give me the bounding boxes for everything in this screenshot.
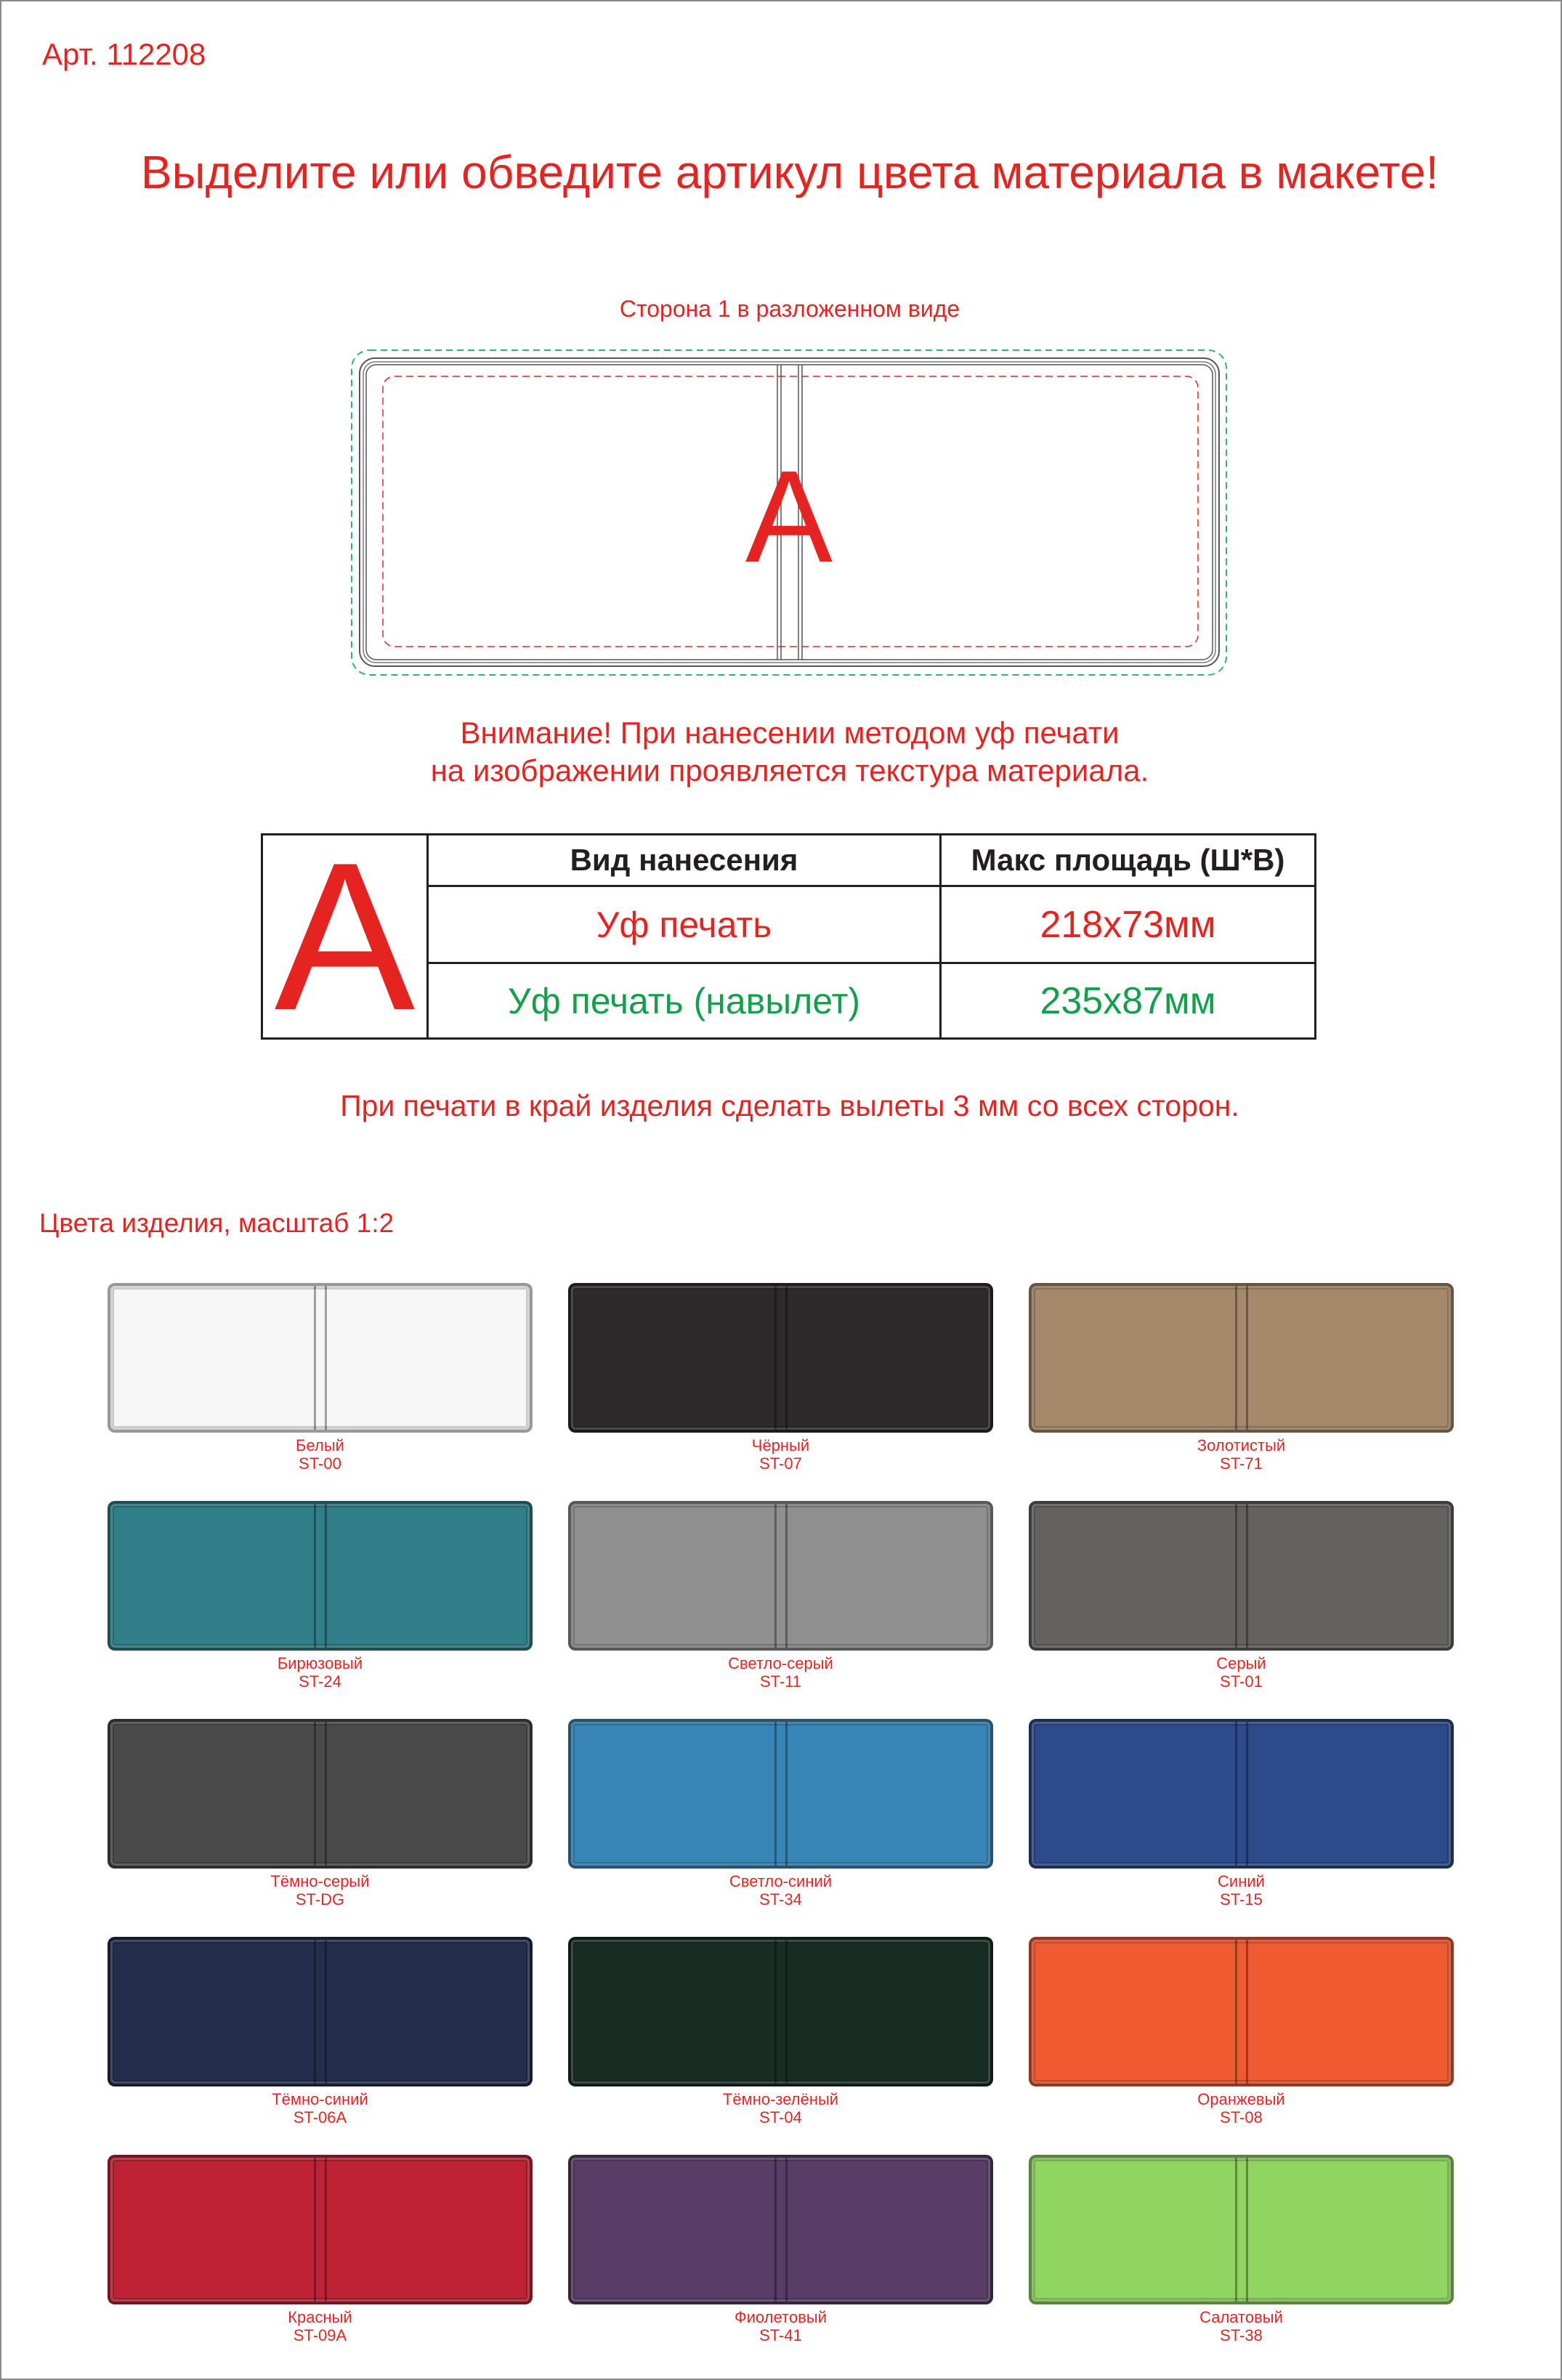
swatch-card — [108, 2155, 533, 2304]
swatch-name: Красный — [288, 2308, 352, 2326]
swatch-code: ST-34 — [759, 1890, 802, 1909]
swatch-spine — [774, 1504, 788, 1648]
unfolded-layout-diagram — [351, 349, 1227, 676]
header-max-area: Макс площадь (Ш*В) — [942, 835, 1314, 885]
swatch-code: ST-71 — [1220, 1454, 1263, 1473]
swatch-code: ST-06A — [293, 2108, 347, 2126]
swatch-spine — [774, 1940, 788, 2084]
swatch-spine — [1235, 1504, 1248, 1648]
swatch-code: ST-11 — [759, 1672, 802, 1691]
swatch-red — [108, 2155, 533, 2373]
swatch-name: Светло-синий — [729, 1872, 833, 1890]
swatch-name: Тёмно-серый — [270, 1872, 370, 1890]
swatch-spine — [1235, 1286, 1248, 1430]
row-uv-bleed-size: 235х87мм — [942, 964, 1314, 1037]
swatch-blue — [1029, 1719, 1454, 1937]
swatch-code: ST-09A — [293, 2326, 347, 2344]
swatch-name: Золотистый — [1197, 1436, 1286, 1454]
swatch-code: ST-00 — [299, 1454, 341, 1473]
swatch-name: Тёмно-синий — [272, 2090, 368, 2108]
print-area-table — [261, 833, 1316, 1040]
swatch-code: ST-DG — [295, 1890, 345, 1909]
swatch-spine — [774, 2158, 788, 2302]
swatch-spine — [314, 1504, 327, 1648]
swatch-card — [1029, 1283, 1454, 1433]
swatch-dark-blue — [108, 1937, 533, 2155]
swatch-card — [568, 1719, 993, 1869]
swatch-card — [568, 1283, 993, 1433]
swatch-spine — [314, 1722, 327, 1866]
swatch-name: Светло-серый — [728, 1654, 833, 1672]
swatch-name: Салатовый — [1199, 2308, 1283, 2326]
swatch-card — [1029, 1719, 1454, 1869]
swatch-card — [1029, 2155, 1454, 2304]
swatch-light-blue — [568, 1719, 993, 1937]
swatch-spine — [1235, 1940, 1248, 2084]
swatch-name: Фиолетовый — [735, 2308, 827, 2326]
swatch-orange — [1029, 1937, 1454, 2155]
swatch-name: Чёрный — [751, 1436, 810, 1454]
row-uv-size: 218х73мм — [942, 887, 1314, 962]
swatch-dark-green — [568, 1937, 993, 2155]
swatch-card — [108, 1719, 533, 1869]
swatch-spine — [314, 2158, 327, 2302]
swatch-code: ST-38 — [1220, 2326, 1263, 2344]
swatch-name: Бирюзовый — [277, 1654, 363, 1672]
swatch-card — [108, 1937, 533, 2086]
swatch-spine — [774, 1722, 788, 1866]
swatch-code: ST-04 — [759, 2108, 802, 2126]
swatch-black — [568, 1283, 993, 1501]
colors-heading: Цвета изделия, масштаб 1:2 — [39, 1208, 394, 1238]
swatch-dark-gray — [108, 1719, 533, 1937]
warning-line-1: Внимание! При нанесении методом уф печати — [460, 716, 1120, 750]
row-uv-method: Уф печать — [429, 887, 939, 962]
swatch-code: ST-24 — [299, 1672, 341, 1691]
swatch-gray — [1029, 1501, 1454, 1719]
swatch-spine — [774, 1286, 788, 1430]
swatch-golden — [1029, 1283, 1454, 1501]
swatch-card — [1029, 1501, 1454, 1651]
swatch-code: ST-01 — [1220, 1672, 1263, 1691]
swatch-card — [568, 2155, 993, 2304]
table-zone-letter: A — [263, 835, 426, 1037]
swatch-card — [108, 1283, 533, 1433]
swatch-card — [108, 1501, 533, 1651]
swatch-lime — [1029, 2155, 1454, 2373]
swatch-code: ST-07 — [759, 1454, 802, 1473]
swatch-name: Тёмно-зелёный — [722, 2090, 839, 2108]
swatch-code: ST-15 — [1220, 1890, 1263, 1909]
swatch-card — [568, 1937, 993, 2086]
swatch-spine — [1235, 1722, 1248, 1866]
layout-caption: Сторона 1 в разложенном виде — [619, 296, 960, 322]
swatch-card — [568, 1501, 993, 1651]
article-number: Арт. 112208 — [42, 37, 206, 71]
swatch-code: ST-41 — [759, 2326, 802, 2344]
swatch-spine — [1235, 2158, 1248, 2302]
row-uv-bleed-method: Уф печать (навылет) — [429, 964, 939, 1037]
swatch-turquoise — [108, 1501, 533, 1719]
swatch-spine — [314, 1940, 327, 2084]
page-title: Выделите или обведите артикул цвета материала в макете! — [140, 146, 1439, 198]
swatch-code: ST-08 — [1220, 2108, 1263, 2126]
swatch-card — [1029, 1937, 1454, 2086]
swatch-name: Белый — [296, 1436, 344, 1454]
header-print-method: Вид нанесения — [429, 835, 939, 885]
swatch-light-gray — [568, 1501, 993, 1719]
color-swatch-grid — [108, 1283, 1454, 2373]
swatch-spine — [314, 1286, 327, 1430]
swatch-white — [108, 1283, 533, 1501]
swatch-purple — [568, 2155, 993, 2373]
bleed-note: При печати в край изделия сделать вылеты 3 мм со всех сторон. — [340, 1089, 1239, 1122]
swatch-name: Синий — [1218, 1872, 1265, 1890]
swatch-name: Оранжевый — [1197, 2090, 1285, 2108]
uv-print-warning — [29, 714, 1550, 790]
swatch-name: Серый — [1216, 1654, 1266, 1672]
warning-line-2: на изображении проявляется текстура материала. — [430, 753, 1149, 788]
print-zone-letter: A — [745, 444, 833, 590]
